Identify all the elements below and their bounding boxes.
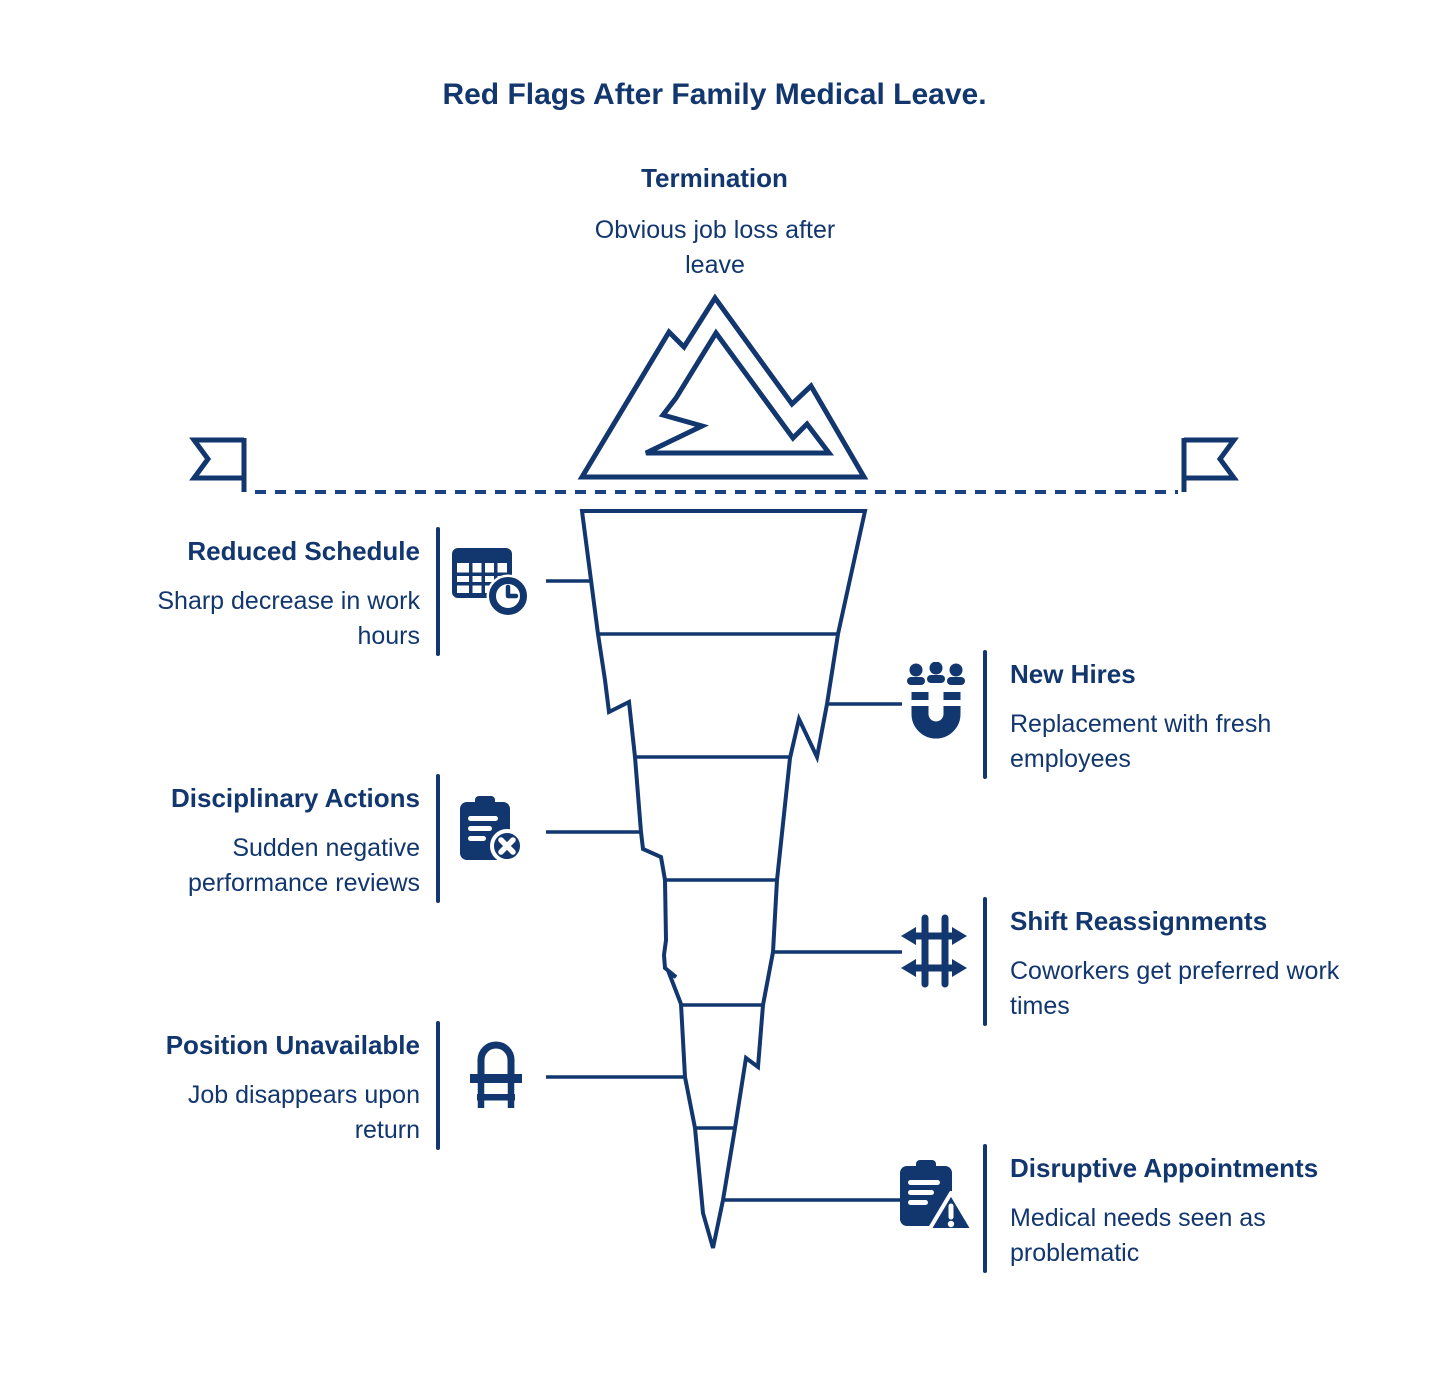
item-title: Disciplinary Actions bbox=[171, 783, 420, 813]
divider-bar bbox=[436, 527, 440, 656]
item-description: Medical needs seen as problematic bbox=[1010, 1204, 1266, 1267]
divider-bar bbox=[983, 897, 987, 1026]
divider-bar bbox=[436, 1021, 440, 1150]
calendar-clock-icon bbox=[450, 542, 532, 618]
mountain-icon bbox=[582, 298, 864, 477]
item-title: Position Unavailable bbox=[165, 1030, 420, 1060]
item-description: Sudden negative performance reviews bbox=[187, 834, 420, 897]
item-title: Shift Reassignments bbox=[1010, 906, 1268, 936]
clipboard-x-icon bbox=[456, 796, 526, 866]
flag-icon bbox=[194, 438, 244, 492]
magnet-people-icon bbox=[904, 662, 968, 744]
item-title: Disruptive Appointments bbox=[1010, 1153, 1319, 1183]
item-description: Coworkers get preferred work times bbox=[1010, 957, 1340, 1020]
item-description: Job disappears upon return bbox=[187, 1081, 420, 1144]
item-title: Reduced Schedule bbox=[187, 536, 420, 566]
flag-icon bbox=[1184, 438, 1234, 492]
item-description: Sharp decrease in work hours bbox=[157, 587, 420, 650]
item-title: New Hires bbox=[1010, 659, 1136, 689]
item-description: Replacement with fresh employees bbox=[1010, 710, 1272, 773]
divider-bar bbox=[983, 650, 987, 779]
divider-bar bbox=[983, 1144, 987, 1273]
crossed-arrows-icon bbox=[900, 914, 968, 988]
page-title: Red Flags After Family Medical Leave. bbox=[442, 78, 987, 111]
divider-bar bbox=[436, 774, 440, 903]
surface-item-description: Obvious job loss after leave bbox=[594, 216, 836, 279]
chair-icon bbox=[468, 1036, 524, 1112]
surface-item-title: Termination bbox=[641, 163, 788, 193]
clipboard-warning-icon bbox=[896, 1160, 976, 1234]
